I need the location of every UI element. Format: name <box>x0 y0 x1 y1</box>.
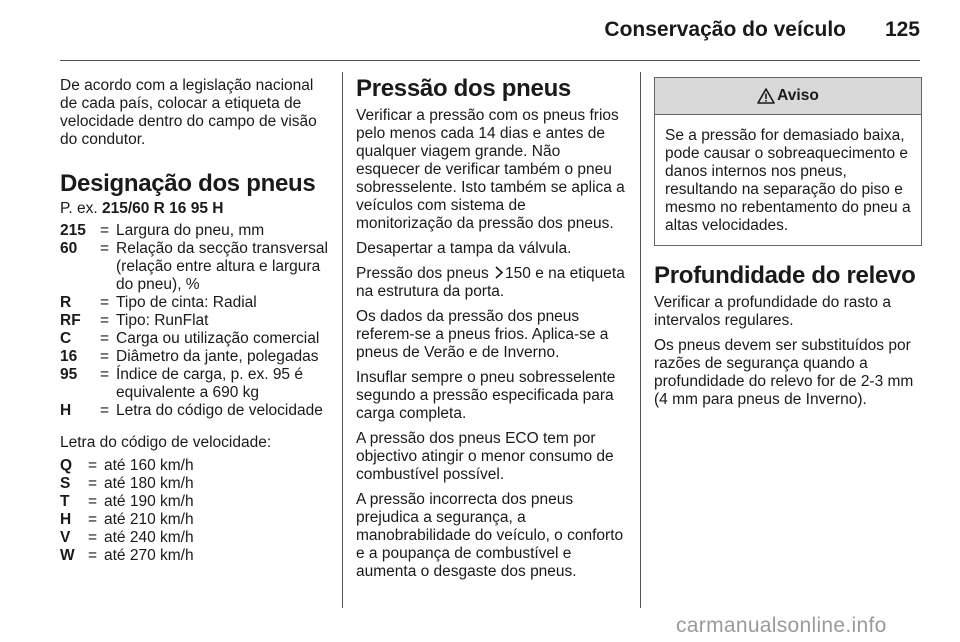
pressure-check-paragraph: Verificar a pressão com os pneus frios pelo menos cada 14 dias e antes de qualquer viagem grande. Não esquecer de verificar também o pneu sobresselente. Isto também se aplica a veículos com sistema de monitorização da pressão dos pneus. <box>356 107 625 232</box>
speed-equals: = <box>88 475 98 492</box>
pressure-reference-page[interactable]: 150 <box>505 265 531 282</box>
watermark: carmanualsonline.info <box>676 614 887 637</box>
pressure-reference-text: Pressão dos pneus <box>356 265 489 282</box>
speed-value: até 210 km/h <box>104 511 194 528</box>
incorrect-pressure-paragraph: A pressão incorrecta dos pneus prejudica a segurança, a manobrabilidade do veículo, o conforto e a poupança de combustível e aumenta o desgaste dos pneus. <box>356 491 624 580</box>
warning-title: Aviso <box>777 87 819 104</box>
spare-tire-paragraph: Insuflar sempre o pneu sobresselente segundo a pressão especificada para carga completa. <box>356 369 616 422</box>
designation-row <box>60 348 328 366</box>
def-equals: = <box>100 348 110 365</box>
cold-tires-paragraph: Os dados da pressão dos pneus referem-se a pneus frios. Aplica-se a pneus de Verão e de Inverno. <box>356 308 609 361</box>
page-number: 125 <box>884 18 920 41</box>
speed-equals: = <box>88 547 98 564</box>
pressure-reference-paragraph <box>356 265 626 301</box>
example-prefix: P. ex. <box>60 200 98 217</box>
def-key: R <box>60 294 72 311</box>
speed-value: até 180 km/h <box>104 475 194 492</box>
def-key: C <box>60 330 72 347</box>
def-value: Letra do código de velocidade <box>116 402 323 419</box>
speed-value: até 240 km/h <box>104 529 194 546</box>
speed-key: H <box>60 511 72 528</box>
speed-key: S <box>60 475 71 492</box>
speed-equals: = <box>88 529 98 546</box>
speed-row <box>60 493 328 511</box>
speed-equals: = <box>88 457 98 474</box>
designation-row <box>60 294 328 312</box>
def-equals: = <box>100 222 110 239</box>
def-key: 16 <box>60 348 78 365</box>
def-key: 60 <box>60 240 78 257</box>
header-rule <box>60 60 920 61</box>
speed-key: W <box>60 547 75 564</box>
speed-value: até 190 km/h <box>104 493 194 510</box>
speed-row <box>60 511 328 529</box>
page-reference-arrow-icon[interactable] <box>494 266 504 279</box>
def-key: H <box>60 402 72 419</box>
tire-designation-heading: Designação dos pneus <box>60 170 316 197</box>
speed-value: até 270 km/h <box>104 547 194 564</box>
tread-depth-heading: Profundidade do relevo <box>654 262 916 289</box>
warning-triangle-icon <box>757 88 775 104</box>
tread-replace-paragraph: Os pneus devem ser substituídos por razões de segurança quando a profundidade do relevo for de 2-3 mm (4 mm para pneus de Inverno). <box>654 337 914 408</box>
warning-box <box>654 77 922 246</box>
def-equals: = <box>100 402 110 419</box>
column-divider-right <box>640 72 641 608</box>
def-value: Tipo de cinta: Radial <box>116 294 257 311</box>
warning-text: Se a pressão for demasiado baixa, pode causar o sobreaquecimento e danos internos nos pneus, resultando na separação do piso e mesmo no rebentamento do pneu a altas velocidades. <box>665 127 911 234</box>
designation-row <box>60 366 328 402</box>
def-equals: = <box>100 240 110 257</box>
designation-row <box>60 330 328 348</box>
designation-row <box>60 312 328 330</box>
column-divider-left <box>342 72 343 608</box>
def-value: Índice de carga, p. ex. 95 é equivalente a 690 kg <box>116 366 303 401</box>
designation-row <box>60 240 328 294</box>
speed-row <box>60 529 328 547</box>
designation-example <box>60 200 328 218</box>
speed-key: V <box>60 529 71 546</box>
speed-value: até 160 km/h <box>104 457 194 474</box>
designation-row <box>60 402 328 420</box>
def-key: 95 <box>60 366 78 383</box>
speed-key: T <box>60 493 70 510</box>
def-value: Carga ou utilização comercial <box>116 330 320 347</box>
designation-list <box>60 222 328 420</box>
speed-code-intro: Letra do código de velocidade: <box>60 434 272 451</box>
def-key: RF <box>60 312 81 329</box>
column-left <box>60 77 328 575</box>
speed-equals: = <box>88 493 98 510</box>
def-value: Relação da secção transversal (relação entre altura e largura do pneu), % <box>116 240 328 293</box>
def-key: 215 <box>60 222 86 239</box>
legislation-paragraph: De acordo com a legislação nacional de cada país, colocar a etiqueta de velocidade dentro do campo de visão do condutor. <box>60 77 317 148</box>
valve-cap-paragraph: Desapertar a tampa da válvula. <box>356 240 572 257</box>
speed-key: Q <box>60 457 73 474</box>
def-value: Tipo: RunFlat <box>116 312 209 329</box>
def-equals: = <box>100 366 110 383</box>
page-header-title: Conservação do veículo <box>604 18 846 41</box>
speed-equals: = <box>88 511 98 528</box>
warning-header <box>655 78 921 115</box>
speed-code-list <box>60 457 328 565</box>
speed-row <box>60 547 328 565</box>
tire-pressure-heading: Pressão dos pneus <box>356 75 571 102</box>
example-code: 215/60 R 16 95 H <box>101 200 224 217</box>
designation-row <box>60 222 328 240</box>
def-value: Diâmetro da jante, polegadas <box>116 348 319 365</box>
column-right <box>654 77 922 416</box>
pressure-reference-tail: e na etiqueta na estrutura da porta. <box>356 265 625 300</box>
eco-pressure-paragraph: A pressão dos pneus ECO tem por objectivo atingir o menor consumo de combustível possível. <box>356 430 614 483</box>
def-equals: = <box>100 312 110 329</box>
speed-row <box>60 475 328 493</box>
speed-row <box>60 457 328 475</box>
column-middle <box>356 77 626 588</box>
def-value: Largura do pneu, mm <box>116 222 265 239</box>
def-equals: = <box>100 330 110 347</box>
def-equals: = <box>100 294 110 311</box>
tread-check-paragraph: Verificar a profundidade do rasto a intervalos regulares. <box>654 294 891 329</box>
